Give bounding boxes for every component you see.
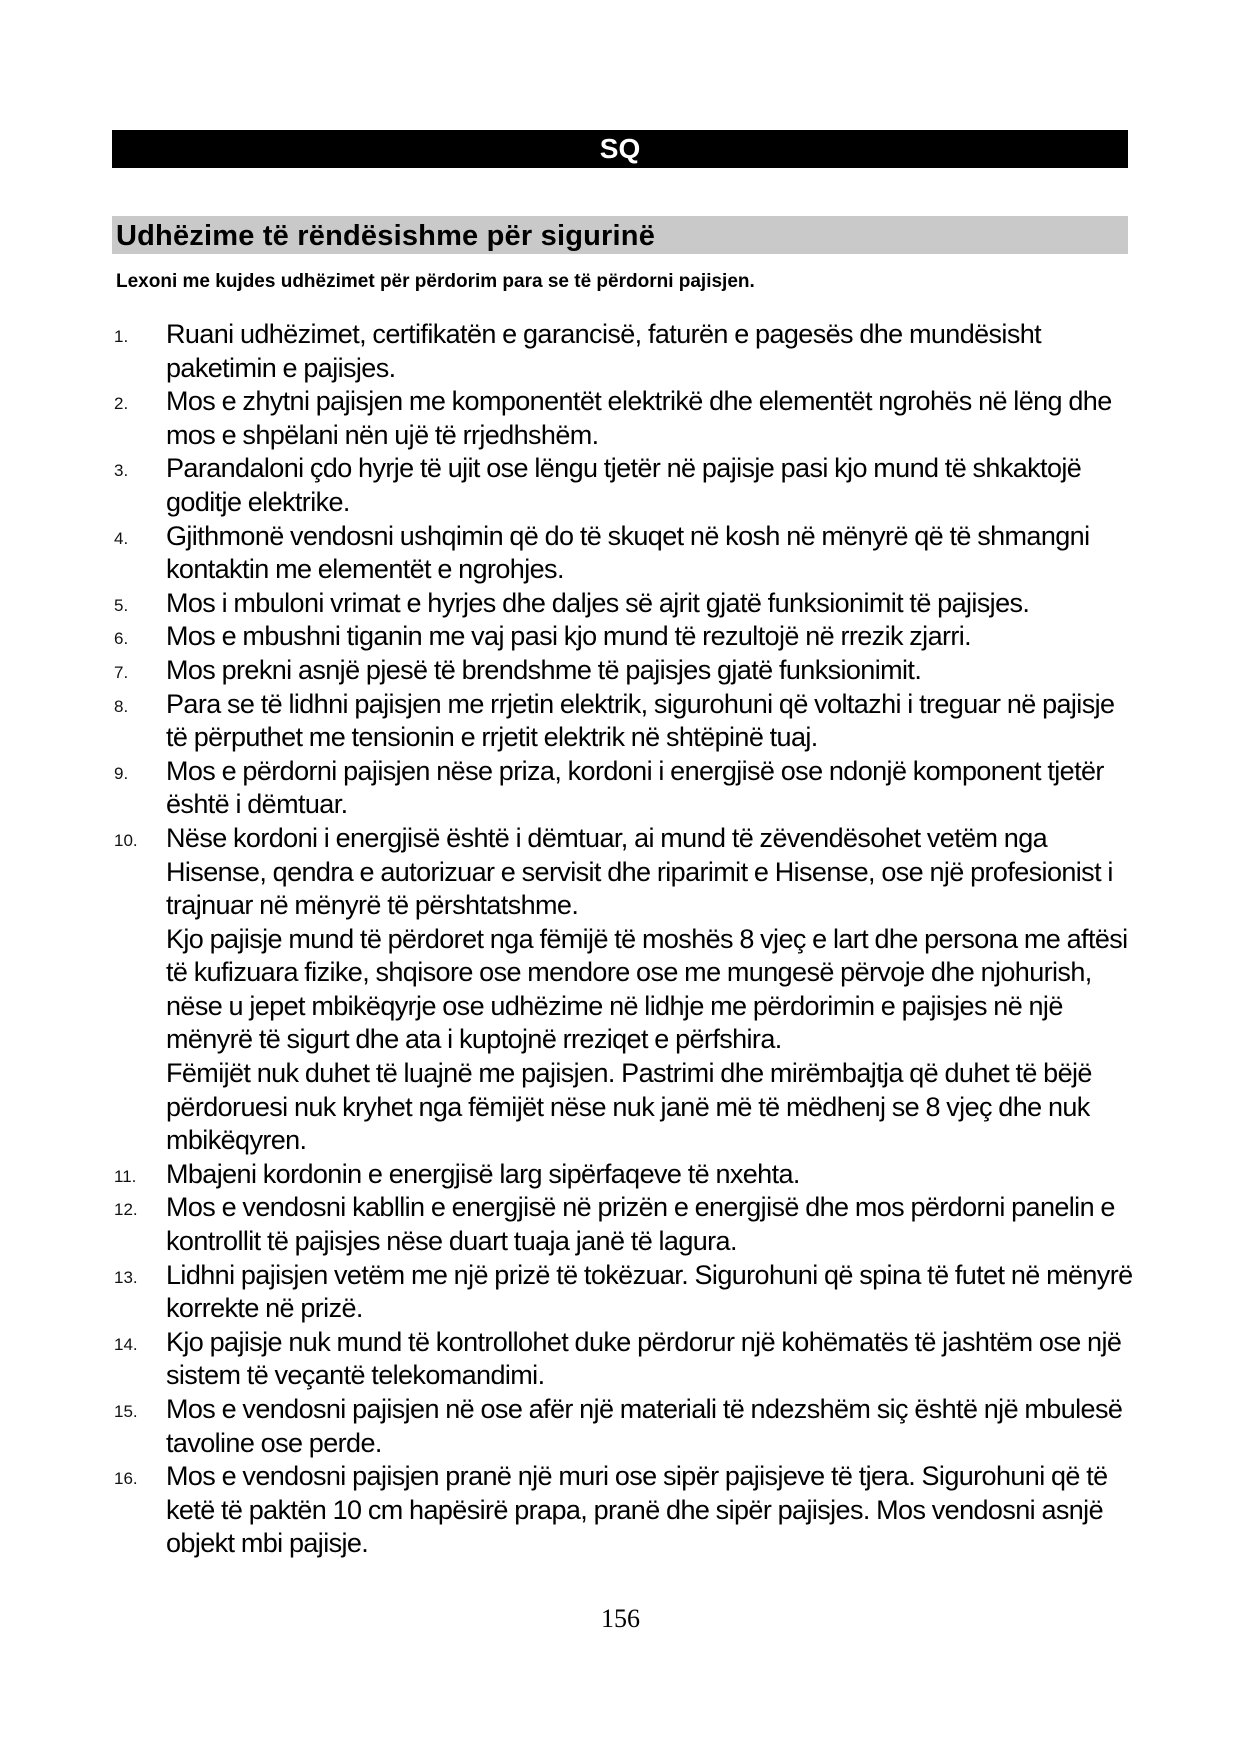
item-text: Para se të lidhni pajisjen me rrjetin elektrik, sigurohuni që voltazhi i treguar në pajisje të përputhet me tensionin e rrjetit elektrik në shtëpinë tuaj. xyxy=(166,688,1115,753)
item-text: Mos e përdorni pajisjen nëse priza, kordoni i energjisë ose ndonjë komponent tjetër është i dëmtuar. xyxy=(166,755,1104,820)
item-number: 12. xyxy=(114,1200,138,1220)
item-text: Mos i mbuloni vrimat e hyrjes dhe daljes së ajrit gjatë funksionimit të pajisjes. xyxy=(166,587,1030,618)
item-text: Mbajeni kordonin e energjisë larg sipërfaqeve të nxehta. xyxy=(166,1158,800,1189)
list-item xyxy=(112,385,1142,452)
item-text: Mos prekni asnjë pjesë të brendshme të pajisjes gjatë funksionimit. xyxy=(166,654,922,685)
list-item xyxy=(112,688,1142,755)
item-number: 4. xyxy=(114,528,129,548)
page-number: 156 xyxy=(601,1604,640,1633)
list-item xyxy=(112,1460,1142,1561)
item-number: 13. xyxy=(114,1267,138,1287)
list-item xyxy=(112,1259,1142,1326)
item-text: Mos e mbushni tiganin me vaj pasi kjo mund të rezultojë në rrezik zjarri. xyxy=(166,621,972,652)
item-text: Mos e vendosni kabllin e energjisë në prizën e energjisë dhe mos përdorni panelin e kontrollit të pajisjes nëse duart tuaja janë të lagura. xyxy=(166,1192,1115,1257)
item-number: 6. xyxy=(114,629,129,649)
item-number: 10. xyxy=(114,830,138,850)
safety-instructions-list xyxy=(112,318,1142,1561)
list-item xyxy=(112,620,1142,654)
item-number: 2. xyxy=(114,394,129,414)
item-number: 16. xyxy=(114,1469,138,1489)
item-text: Mos e zhytni pajisjen me komponentët elektrikë dhe elementët ngrohës në lëng dhe mos e shpëlani nën ujë të rrjedhshëm. xyxy=(166,386,1112,450)
list-item xyxy=(112,318,1142,385)
item-number: 1. xyxy=(114,327,129,346)
item-paragraph: Fëmijët nuk duhet të luajnë me pajisjen. Pastrimi dhe mirëmbajtja që duhet të bëjë përdoruesi nuk kryhet nga fëmijët nëse nuk janë më të mëdhenj se 8 vjeç dhe nuk mbikëqyren. xyxy=(166,1058,1092,1156)
list-item xyxy=(112,822,1142,1158)
item-text: Ruani udhëzimet, certifikatën e garancisë, faturën e pagesës dhe mundësisht paketimin e pajisjes. xyxy=(166,319,1042,383)
intro-text: Lexoni me kujdes udhëzimet për përdorim para se të përdorni pajisjen. xyxy=(116,271,755,292)
item-number: 3. xyxy=(114,461,129,481)
item-text: Mos e vendosni pajisjen pranë një muri ose sipër pajisjeve të tjera. Sigurohuni që të ketë të paktën 10 cm hapësirë prapa, pranë dhe sipër pajisjes. Mos vendosni asnjë objekt mbi pajisje. xyxy=(166,1461,1108,1559)
list-item xyxy=(112,1326,1142,1393)
item-number: 15. xyxy=(114,1402,138,1421)
item-text: Nëse kordoni i energjisë është i dëmtuar, ai mund të zëvendësohet vetëm nga Hisense, qendra e autorizuar e servisit dhe riparimit e Hisense, ose një profesionist i trajnuar në mënyrë të përshtatshme. xyxy=(166,822,1113,921)
list-item xyxy=(112,587,1142,621)
item-number: 8. xyxy=(114,696,129,716)
item-text: Mos e vendosni pajisjen në ose afër një materiali të ndezshëm siç është një mbulesë tavoline ose perde. xyxy=(166,1394,1123,1458)
list-item xyxy=(112,1393,1142,1460)
list-item xyxy=(112,1191,1142,1258)
item-number: 14. xyxy=(114,1334,138,1354)
item-text: Lidhni pajisjen vetëm me një prizë të tokëzuar. Sigurohuni që spina të futet në mënyrë korrekte në prizë. xyxy=(166,1259,1133,1324)
item-number: 11. xyxy=(114,1166,137,1186)
list-item xyxy=(112,755,1142,822)
list-item xyxy=(112,520,1142,587)
language-header-bar: SQ xyxy=(112,130,1128,168)
section-title: Udhëzime të rëndësishme për sigurinë xyxy=(112,216,1128,254)
item-number: 9. xyxy=(114,763,129,783)
list-item xyxy=(112,654,1142,688)
item-paragraph: Kjo pajisje mund të përdoret nga fëmijë të moshës 8 vjeç e lart dhe persona me aftësi të kufizuara fizike, shqisore ose mendore ose me mungesë përvoje dhe njohurish, nëse u jepet mbikëqyrje ose udhëzime në lidhje me përdorimin e pajisjes në një mënyrë të sigurt dhe ata i kuptojnë rreziqet e përfshira. xyxy=(166,923,1128,1055)
list-item xyxy=(112,452,1142,519)
item-text: Gjithmonë vendosni ushqimin që do të skuqet në kosh në mënyrë që të shmangni kontaktin me elementët e ngrohjes. xyxy=(166,520,1090,585)
item-text: Parandaloni çdo hyrje të ujit ose lëngu tjetër në pajisje pasi kjo mund të shkaktojë goditje elektrike. xyxy=(166,453,1082,517)
item-number: 5. xyxy=(114,595,129,615)
item-text: Kjo pajisje nuk mund të kontrollohet duke përdorur një kohëmatës të jashtëm ose një sistem të veçantë telekomandimi. xyxy=(166,1326,1122,1391)
item-number: 7. xyxy=(114,662,129,682)
list-item xyxy=(112,1158,1142,1192)
